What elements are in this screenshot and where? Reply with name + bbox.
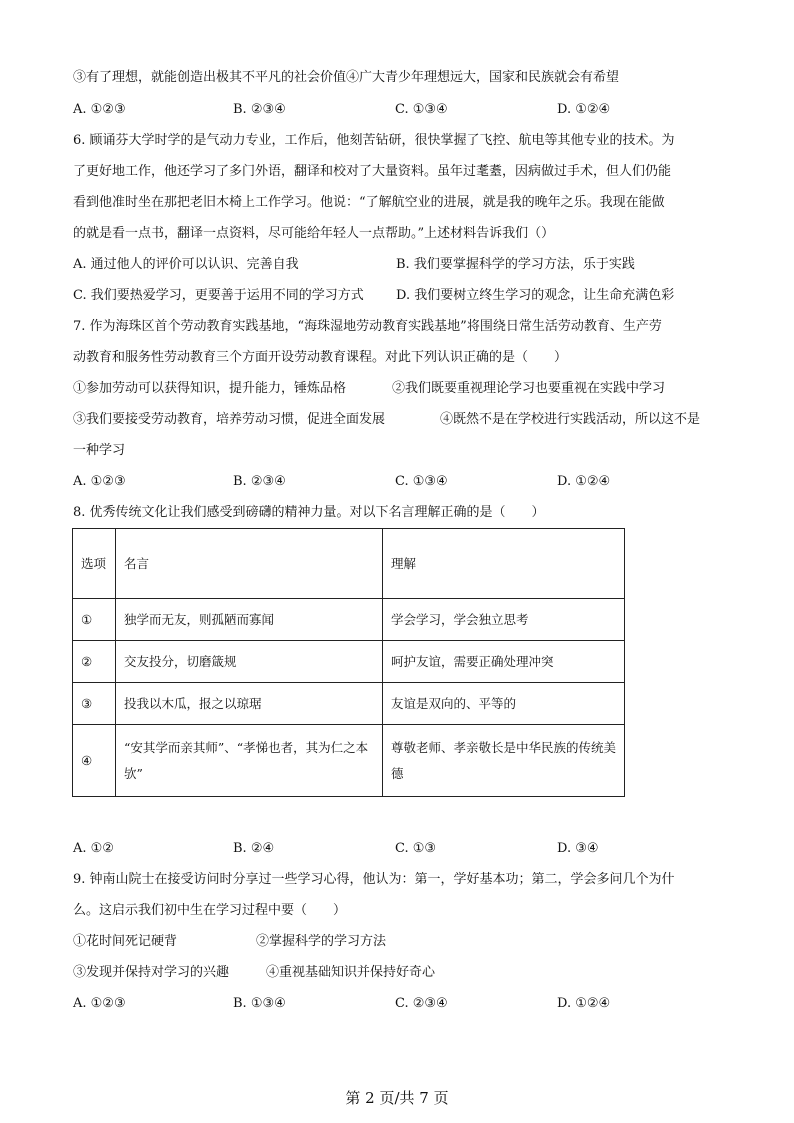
q8-row-4-understanding: 尊敬老师、孝亲敬长是中华民族的传统美德 (383, 725, 625, 797)
q9-stem-line-1: 9. 钟南山院士在接受访问时分享过一些学习心得，他认为：第一，学好基本功；第二，学会多问几个为什 (73, 872, 675, 887)
q9-statement-4: ④重视基础知识并保持好奇心 (266, 965, 436, 980)
q6-stem-line-2: 了更好地工作，他还学习了多门外语，翻译和校对了大量资料。虽年过耄耋，因病做过手术，但人们仍能 (73, 164, 672, 179)
q8-row-2-option: ② (73, 641, 116, 683)
q7-option-c: C. ①③④ (395, 474, 448, 489)
q9-option-a: A. ①②③ (73, 996, 126, 1011)
q5-option-a: A. ①②③ (73, 102, 126, 117)
q8-row-2-quote: 交友投分，切磨箴规 (116, 641, 383, 683)
q5-option-b: B. ②③④ (233, 102, 286, 117)
q8-option-c: C. ①③ (395, 841, 437, 856)
q8-option-d: D. ③④ (557, 841, 599, 856)
table-row (73, 683, 625, 725)
q8-options (73, 840, 723, 858)
q6-option-c: C. 我们要热爱学习，更要善于运用不同的学习方式 (73, 288, 364, 303)
table-row (73, 599, 625, 641)
q7-statement-1: ①参加劳动可以获得知识，提升能力，锤炼品格 (73, 381, 347, 396)
q7-statement-4: ④既然不是在学校进行实践活动，所以这不是 (440, 412, 701, 427)
q8-row-3-understanding: 友谊是双向的、平等的 (383, 683, 625, 725)
q7-stem-line-1: 7. 作为海珠区首个劳动教育实践基地，“海珠湿地劳动教育实践基地”将围绕日常生活劳动教育、生产劳 (73, 319, 662, 334)
q7-option-d: D. ①②④ (557, 474, 611, 489)
q7-option-b: B. ②③④ (233, 474, 286, 489)
q9-options (73, 995, 723, 1013)
q5-option-d: D. ①②④ (557, 102, 611, 117)
q7-statement-2: ②我们既要重视理论学习也要重视在实践中学习 (392, 381, 666, 396)
q6-option-d: D. 我们要树立终生学习的观念，让生命充满色彩 (396, 288, 675, 303)
q6-stem-line-1: 6. 顾诵芬大学时学的是气动力专业，工作后，他刻苦钻研，很快掌握了飞控、航电等其他专业的技术。为 (73, 133, 675, 148)
q8-option-b: B. ②④ (233, 841, 275, 856)
q6-option-a: A. 通过他人的评价可以认识、完善自我 (73, 257, 299, 272)
q7-option-a: A. ①②③ (73, 474, 126, 489)
q8-row-2-understanding: 呵护友谊，需要正确处理冲突 (383, 641, 625, 683)
q7-options (73, 473, 723, 491)
q6-option-b: B. 我们要掌握科学的学习方法，乐于实践 (396, 257, 635, 272)
q7-stem-line-2: 动教育和服务性劳动教育三个方面开设劳动教育课程。对此下列认识正确的是（ ） (73, 350, 568, 365)
q7-statement-3: ③我们要接受劳动教育，培养劳动习惯，促进全面发展 (73, 412, 386, 427)
q5-statement-line: ③有了理想，就能创造出极其不平凡的社会价值④广大青少年理想远大，国家和民族就会有希望 (73, 70, 620, 85)
q8-row-1-option: ① (73, 599, 116, 641)
q8-header-option: 选项 (73, 529, 116, 599)
q6-stem-line-3: 看到他准时坐在那把老旧木椅上工作学习。他说：“了解航空业的进展，就是我的晚年之乐。我现在能做 (73, 195, 665, 210)
q8-row-3-quote: 投我以木瓜，报之以琼琚 (116, 683, 383, 725)
q8-stem: 8. 优秀传统文化让我们感受到磅礴的精神力量。对以下名言理解正确的是（ ） (73, 505, 545, 520)
q7-statement-4-cont: 一种学习 (73, 443, 126, 458)
q5-option-c: C. ①③④ (395, 102, 448, 117)
q8-row-1-understanding: 学会学习，学会独立思考 (383, 599, 625, 641)
q9-statement-3: ③发现并保持对学习的兴趣 (73, 965, 230, 980)
q9-stem-line-2: 么。这启示我们初中生在学习过程中要（ ） (73, 903, 347, 918)
q8-option-a: A. ①② (73, 841, 114, 856)
page-number-footer: 第 2 页/共 7 页 (345, 1089, 449, 1107)
q8-row-4-option: ④ (73, 725, 116, 797)
q9-option-c: C. ②③④ (395, 996, 448, 1011)
q9-statement-2: ②掌握科学的学习方法 (256, 934, 387, 949)
q8-table-header-row (73, 529, 625, 599)
q8-row-4-quote: “安其学而亲其师”、“孝悌也者，其为仁之本欤” (116, 725, 383, 797)
table-row (73, 641, 625, 683)
q5-options (73, 101, 723, 119)
table-row (73, 725, 625, 797)
q6-stem-line-4: 的就是看一点书，翻译一点资料，尽可能给年轻人一点帮助。”上述材料告诉我们（） (73, 226, 555, 241)
q9-option-b: B. ①③④ (233, 996, 286, 1011)
q8-table (72, 528, 625, 797)
q9-option-d: D. ①②④ (557, 996, 611, 1011)
q8-header-understanding: 理解 (383, 529, 625, 599)
q9-statement-1: ①花时间死记硬背 (73, 934, 178, 949)
q8-header-quote: 名言 (116, 529, 383, 599)
q8-row-1-quote: 独学而无友，则孤陋而寡闻 (116, 599, 383, 641)
q8-row-3-option: ③ (73, 683, 116, 725)
